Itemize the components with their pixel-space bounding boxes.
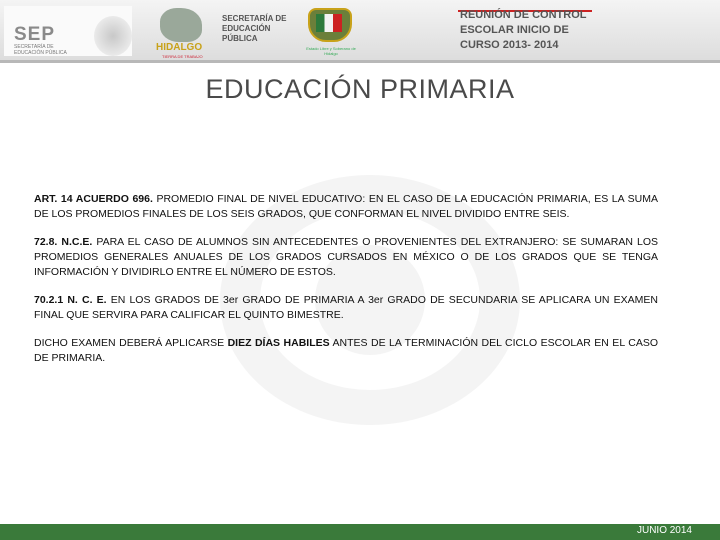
crest-caption: Estado Libre y Soberano de Hidalgo	[306, 46, 356, 56]
paragraph-dias-habiles	[34, 336, 658, 366]
sep-logo	[4, 6, 132, 56]
header-bar	[0, 0, 720, 62]
footer-bar	[0, 524, 720, 540]
hidalgo-tagline: TIERRA DE TRABAJO	[162, 54, 203, 59]
paragraph-text: PROMEDIO FINAL DE NIVEL EDUCATIVO: EN EL CASO DE LA EDUCACIÓN PRIMARIA, ES LA SUMA DE LOS PROMEDIOS FINALES DE LOS SEIS GRADOS, QUE CONFORMAN EL NIVEL DIVIDIDO ENTRE SEIS.	[34, 193, 658, 220]
meeting-title-line: ESCOLAR INICIO DE	[460, 24, 569, 36]
paragraph-examen-final	[34, 293, 658, 323]
meeting-title-line: REUNIÓN DE CONTROL	[460, 9, 587, 21]
paragraph-text: EN LOS GRADOS DE 3er GRADO DE PRIMARIA A 3er GRADO DE SECUNDARIA SE APLICARA UN EXAMEN FINAL QUE SERVIRA PARA CALIFICAR EL QUINTO BIMESTRE.	[34, 294, 658, 321]
meeting-title	[460, 8, 587, 53]
crest-flag-icon	[316, 14, 342, 32]
sep-wordmark: SEP	[14, 24, 56, 45]
secretaria-label	[222, 14, 294, 44]
footer-date: JUNIO 2014	[636, 525, 692, 536]
secretaria-line: EDUCACIÓN	[222, 24, 271, 33]
page-title: EDUCACIÓN PRIMARIA	[205, 74, 515, 104]
paragraph-text: PARA EL CASO DE ALUMNOS SIN ANTECEDENTES O PROVENIENTES DEL EXTRANJERO: SE SUMARAN LOS PROMEDIOS GENERALES ANUALES DE LOS GRADOS CURSADOS EN MÉXICO O DE LOS GRADOS QUE SE TENGA INFORMACIÓN Y DIVIDIRLO ENTRE EL NÚMERO DE ESTOS.	[34, 236, 658, 278]
sep-subtitle: SECRETARÍA DE EDUCACIÓN PÚBLICA	[14, 44, 67, 56]
national-eagle-icon	[94, 16, 132, 56]
paragraph-lead: ART. 14 ACUERDO 696.	[34, 193, 153, 205]
state-crest-logo	[300, 2, 360, 60]
hidalgo-logo	[148, 6, 218, 59]
paragraph-lead: 72.8. N.C.E.	[34, 236, 93, 248]
paragraph-lead: 70.2.1 N. C. E.	[34, 294, 107, 306]
hidalgo-wordmark: HIDALGO	[156, 42, 203, 53]
paragraph-emphasis: DIEZ DÍAS HABILES	[227, 337, 330, 349]
paragraph-promedio-final	[34, 192, 658, 222]
paragraph-text: ANTES DE LA TERMINACIÓN DEL CICLO ESCOLAR EN EL CASO DE PRIMARIA.	[34, 337, 658, 364]
meeting-title-line: CURSO 2013- 2014	[460, 39, 559, 51]
body-text	[34, 192, 658, 379]
hidalgo-map-icon	[160, 8, 202, 42]
secretaria-line: SECRETARÍA DE	[222, 14, 287, 23]
paragraph-sin-antecedentes	[34, 235, 658, 280]
paragraph-text: DICHO EXAMEN DEBERÁ APLICARSE	[34, 337, 228, 349]
secretaria-line: PÚBLICA	[222, 34, 258, 43]
header-divider	[0, 60, 720, 63]
